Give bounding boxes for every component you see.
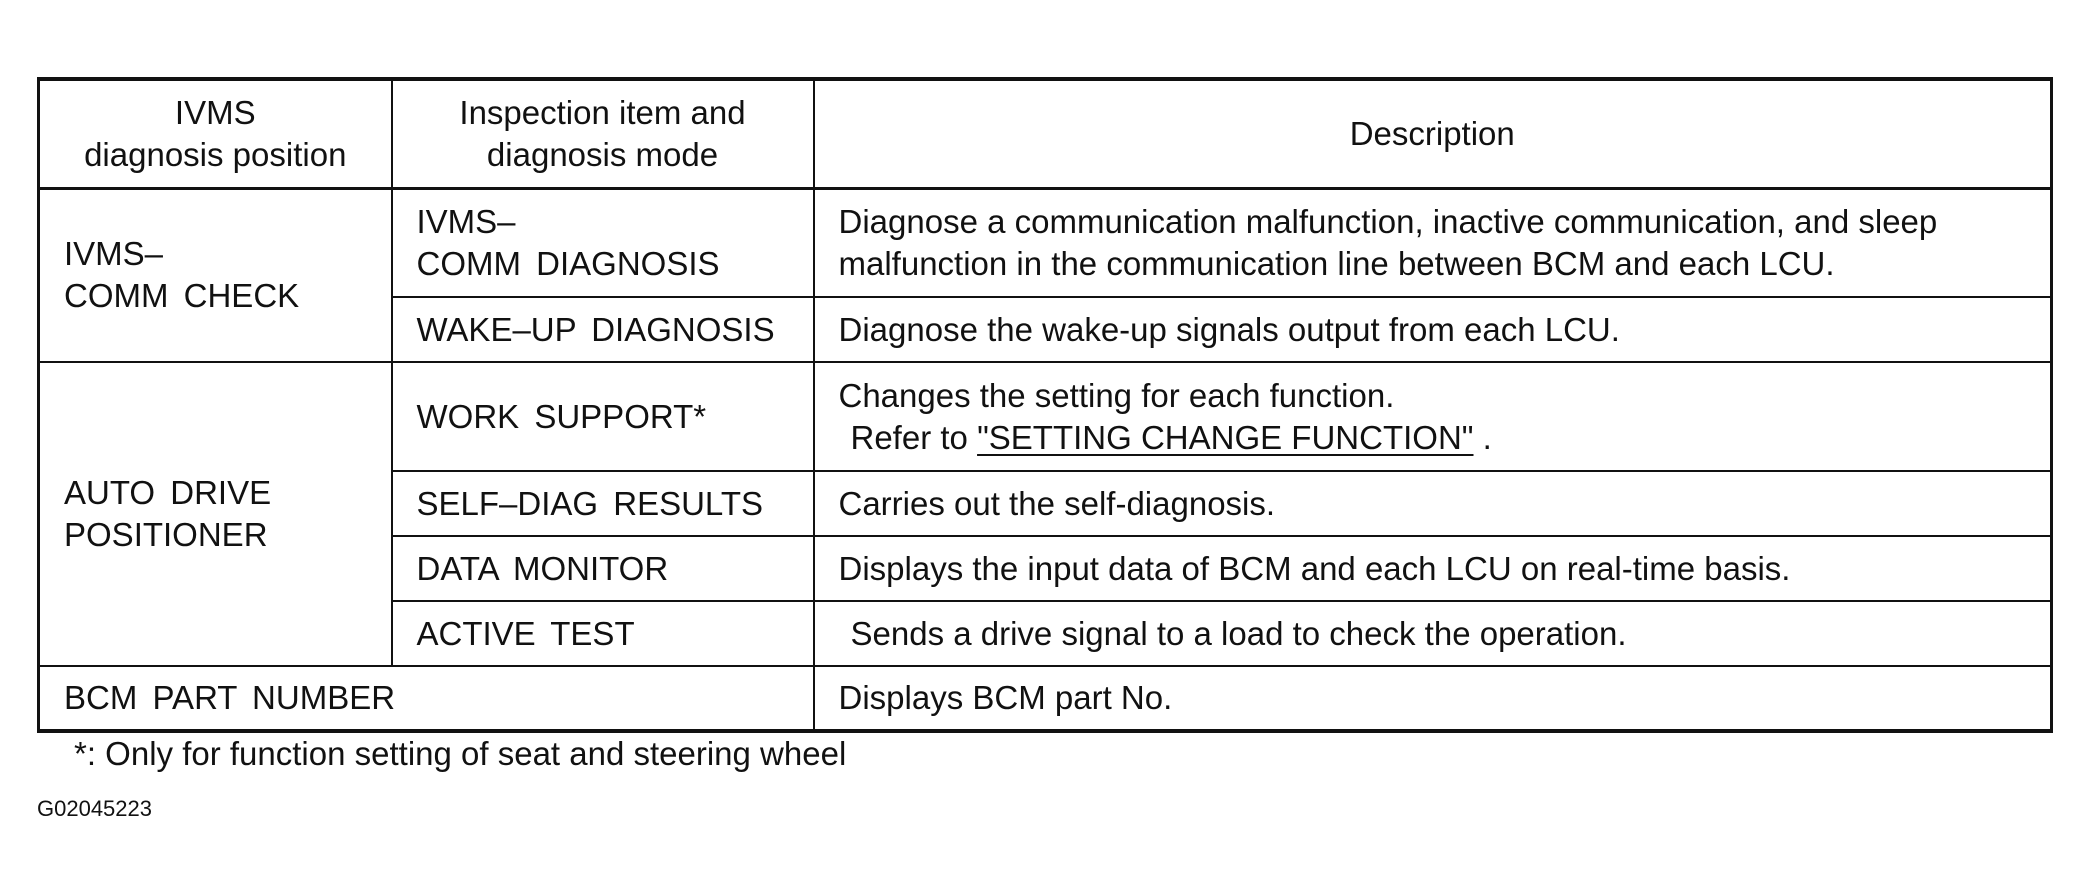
mode-cell: ACTIVE TEST: [392, 601, 814, 666]
description-text: Changes the setting for each function.: [838, 376, 1395, 414]
refer-suffix: .: [1473, 418, 1492, 456]
diagnosis-mode-table: [37, 77, 2053, 733]
description-cell: Diagnose a communication malfunction, inactive communication, and sleep malfunction in the communication line between BCM and each LCU.: [814, 188, 2052, 297]
table-row: [39, 666, 2052, 731]
setting-change-function-link[interactable]: "SETTING CHANGE FUNCTION": [977, 418, 1474, 456]
figure-code: G02045223: [37, 796, 152, 821]
table-header-row: [39, 79, 2052, 188]
mode-cell: SELF–DIAG RESULTS: [392, 471, 814, 536]
mode-cell: DATA MONITOR: [392, 536, 814, 601]
description-cell: Diagnose the wake-up signals output from each LCU.: [814, 297, 2052, 362]
position-cell: IVMS– COMM CHECK: [39, 188, 392, 362]
header-diagnosis-position: IVMS diagnosis position: [39, 79, 392, 188]
header-description: Description: [814, 79, 2052, 188]
description-cell: [814, 601, 2052, 666]
footnote: *: Only for function setting of seat and steering wheel: [74, 735, 847, 772]
mode-cell: WAKE–UP DIAGNOSIS: [392, 297, 814, 362]
refer-prefix: Refer to: [850, 418, 978, 456]
position-cell: AUTO DRIVE POSITIONER: [39, 362, 392, 666]
description-text: Sends a drive signal to a load to check the operation.: [850, 614, 1627, 652]
mode-cell: WORK SUPPORT*: [392, 362, 814, 471]
header-inspection-item: Inspection item and diagnosis mode: [392, 79, 814, 188]
table-row: [39, 188, 2052, 297]
description-cell: Carries out the self-diagnosis.: [814, 471, 2052, 536]
table-row: [39, 362, 2052, 471]
position-cell: BCM PART NUMBER: [39, 666, 814, 731]
description-cell: [814, 362, 2052, 471]
description-cell: Displays the input data of BCM and each LCU on real-time basis.: [814, 536, 2052, 601]
mode-cell: IVMS– COMM DIAGNOSIS: [392, 188, 814, 297]
description-cell: Displays BCM part No.: [814, 666, 2052, 731]
